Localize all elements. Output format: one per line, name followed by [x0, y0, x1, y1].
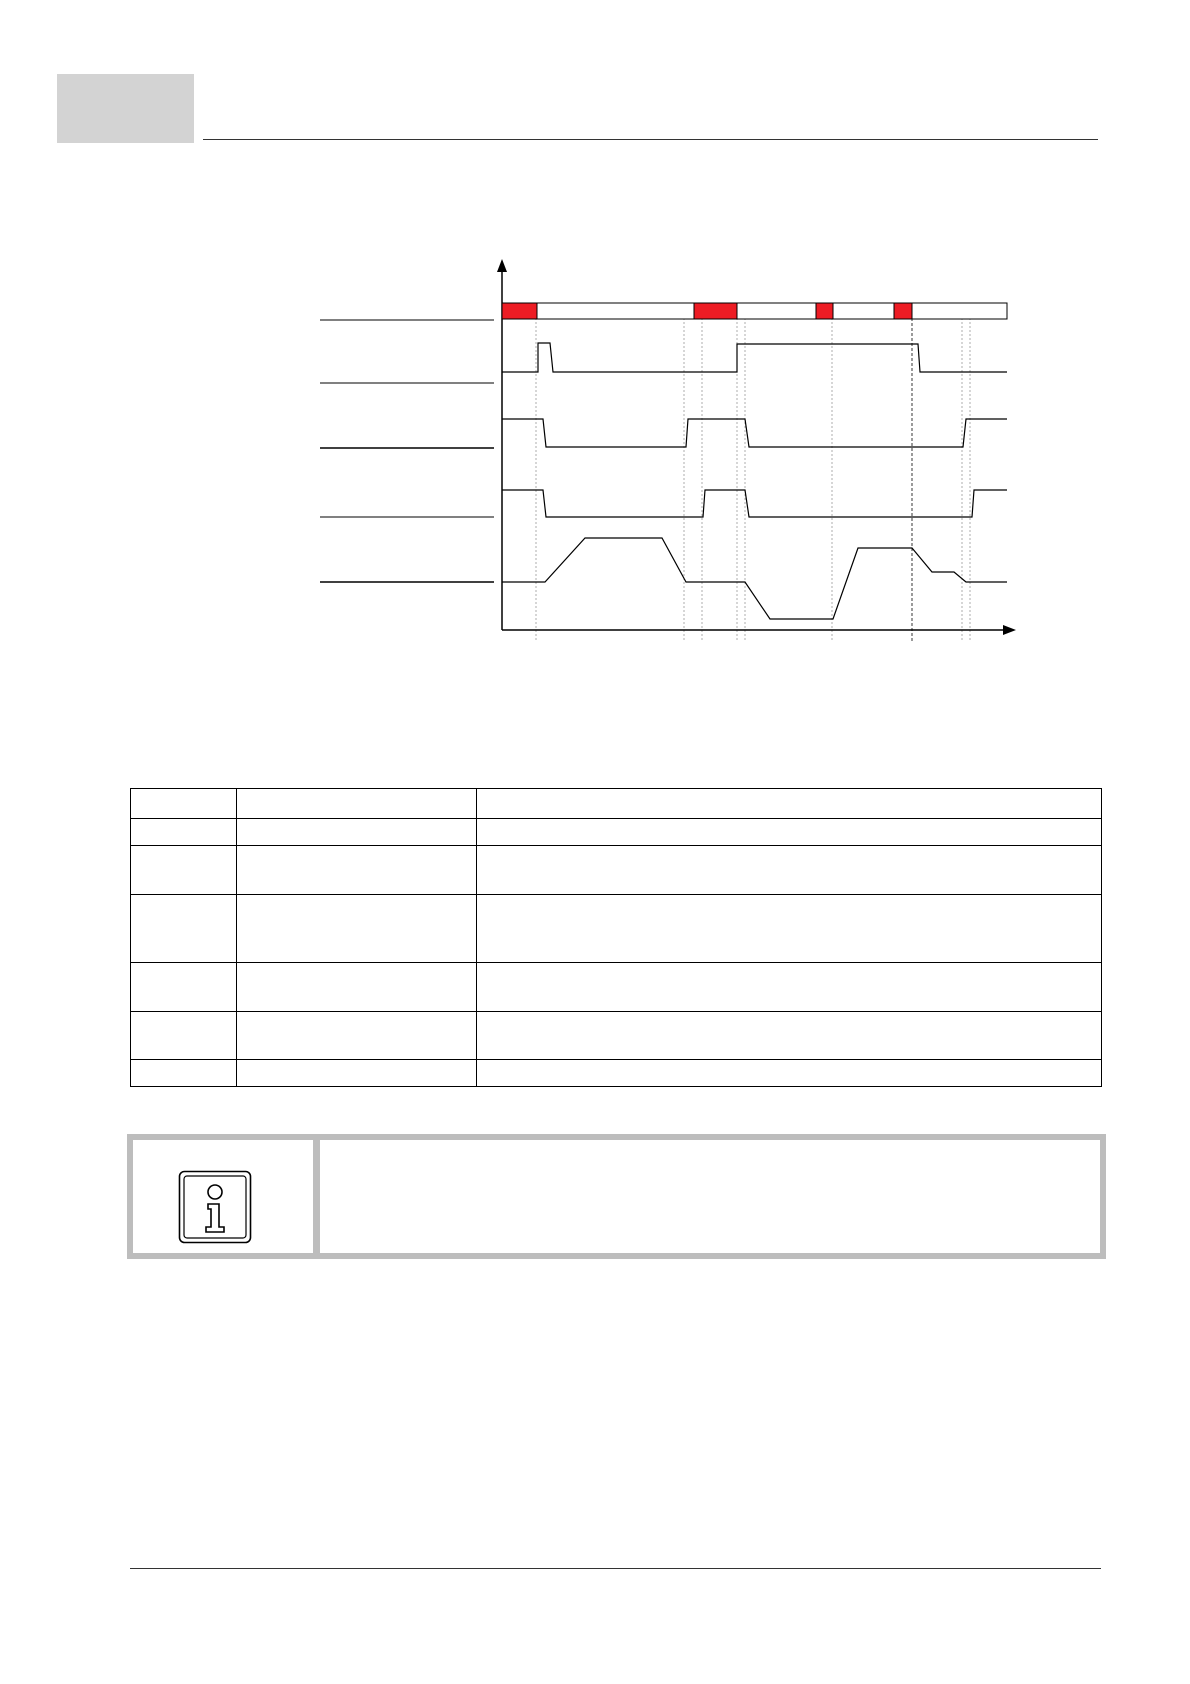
table-cell	[477, 846, 1102, 895]
analog-trace	[502, 538, 1007, 619]
table-cell	[477, 1012, 1102, 1060]
x-axis-arrow-icon	[1003, 625, 1016, 635]
table-header-row	[131, 789, 1102, 819]
status-segment-active	[816, 303, 833, 319]
table-row	[131, 963, 1102, 1012]
table-cell	[131, 895, 237, 963]
table-cell	[237, 846, 477, 895]
table-cell	[477, 1060, 1102, 1087]
signal-trace-1	[502, 343, 1007, 372]
table-cell	[131, 963, 237, 1012]
table-cell	[477, 963, 1102, 1012]
timing-diagram	[0, 0, 1190, 700]
table-cell	[131, 1012, 237, 1060]
table-cell	[237, 895, 477, 963]
note-divider	[313, 1140, 320, 1253]
status-bar	[502, 303, 1007, 319]
table-cell	[477, 895, 1102, 963]
table-cell	[237, 819, 477, 846]
table-cell	[131, 1060, 237, 1087]
table-cell	[131, 846, 237, 895]
table-row	[131, 1060, 1102, 1087]
table-cell	[237, 1012, 477, 1060]
table-cell	[477, 789, 1102, 819]
info-icon	[178, 1170, 252, 1244]
table-row	[131, 846, 1102, 895]
status-segment-active	[694, 303, 737, 319]
table-row	[131, 1012, 1102, 1060]
status-segment-active	[894, 303, 912, 319]
note-text	[333, 1148, 1093, 1248]
status-segment-active	[502, 303, 537, 319]
table-cell	[237, 789, 477, 819]
table-cell	[237, 963, 477, 1012]
table-cell	[131, 819, 237, 846]
info-note	[127, 1134, 1106, 1259]
footer-text	[130, 1574, 1101, 1594]
table-cell	[237, 1060, 477, 1087]
signal-trace-2	[502, 419, 1007, 447]
signal-trace-3	[502, 490, 1007, 517]
parameter-table	[130, 788, 1102, 1087]
footer-rule	[130, 1568, 1101, 1569]
y-axis-arrow-icon	[497, 259, 507, 272]
table-row	[131, 895, 1102, 963]
table-row	[131, 819, 1102, 846]
table-cell	[131, 789, 237, 819]
table-cell	[477, 819, 1102, 846]
